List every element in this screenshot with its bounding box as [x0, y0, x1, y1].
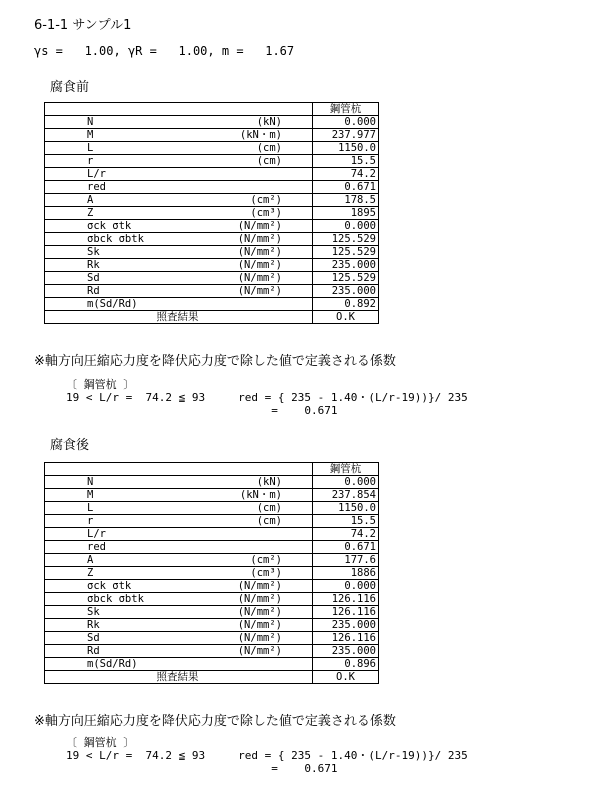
- row-name: σck σtk: [45, 580, 155, 593]
- factor-m: m = 1.67: [221, 44, 295, 58]
- row-name: L/r: [45, 528, 155, 541]
- row-value: 125.529: [313, 272, 379, 285]
- table-row: [45, 489, 379, 502]
- header-blank-cell: [155, 103, 313, 116]
- row-name: Rd: [45, 645, 155, 658]
- row-value: 0.896: [313, 658, 379, 671]
- table-row: [45, 619, 379, 632]
- row-name: Rk: [45, 619, 155, 632]
- table-row: [45, 155, 379, 168]
- row-unit: (cm²): [155, 554, 313, 567]
- table-row: [45, 259, 379, 272]
- factor-gamma-r: γR = 1.00,: [127, 44, 215, 58]
- row-unit: (cm³): [155, 207, 313, 220]
- row-value: 1886: [313, 567, 379, 580]
- row-unit: (N/mm²): [155, 233, 313, 246]
- table-row: [45, 168, 379, 181]
- row-unit: (N/mm²): [155, 580, 313, 593]
- row-name: Sk: [45, 246, 155, 259]
- section-heading: 6-1-1 サンプル1: [34, 18, 132, 33]
- calc-title: 〔 鋼管杭 〕: [66, 378, 135, 391]
- row-value: 126.116: [313, 593, 379, 606]
- table-row: [45, 233, 379, 246]
- calc-line: = 0.671: [66, 762, 338, 775]
- case-label-before: 腐食前: [50, 80, 90, 95]
- table-row: [45, 593, 379, 606]
- row-value: 0.000: [313, 476, 379, 489]
- verdict-label: 照査結果: [45, 671, 313, 684]
- row-unit: [155, 181, 313, 194]
- table-row: [45, 515, 379, 528]
- table-row: [45, 298, 379, 311]
- row-unit: (N/mm²): [155, 246, 313, 259]
- calc-line: 19 < L/r = 74.2 ≦ 93 red = { 235 - 1.40・(L/r-19))}/ 235: [66, 749, 468, 762]
- table-row: [45, 580, 379, 593]
- row-name: M: [45, 489, 155, 502]
- row-value: 15.5: [313, 155, 379, 168]
- header-blank-cell: [155, 463, 313, 476]
- row-value: 0.000: [313, 116, 379, 129]
- row-value: 125.529: [313, 233, 379, 246]
- row-unit: (N/mm²): [155, 645, 313, 658]
- table-row: [45, 632, 379, 645]
- row-name: Z: [45, 207, 155, 220]
- result-table-before: [44, 102, 379, 324]
- table-row: [45, 567, 379, 580]
- row-name: Sd: [45, 632, 155, 645]
- row-unit: [155, 541, 313, 554]
- factor-gamma-s: γs = 1.00,: [34, 44, 121, 58]
- row-unit: (N/mm²): [155, 619, 313, 632]
- row-unit: (cm): [155, 515, 313, 528]
- header-blank-cell: [45, 463, 155, 476]
- row-unit: (cm): [155, 502, 313, 515]
- table-row: [45, 645, 379, 658]
- table-row: [45, 194, 379, 207]
- row-value: 235.000: [313, 285, 379, 298]
- row-value: 0.000: [313, 220, 379, 233]
- table-row: [45, 220, 379, 233]
- table-row: [45, 207, 379, 220]
- column-header: 鋼管杭: [313, 463, 379, 476]
- table-row: [45, 528, 379, 541]
- row-value: 125.529: [313, 246, 379, 259]
- row-unit: (kN): [155, 476, 313, 489]
- row-unit: (kN・m): [155, 129, 313, 142]
- row-value: 126.116: [313, 632, 379, 645]
- row-value: 235.000: [313, 259, 379, 272]
- table-row: [45, 246, 379, 259]
- row-name: N: [45, 476, 155, 489]
- case-label-after: 腐食後: [50, 438, 90, 453]
- row-value: 178.5: [313, 194, 379, 207]
- verdict-label: 照査結果: [45, 311, 313, 324]
- table-body: [45, 463, 379, 684]
- table-row: [45, 554, 379, 567]
- table-header-row: [45, 463, 379, 476]
- row-name: σbck σbtk: [45, 233, 155, 246]
- row-value: 126.116: [313, 606, 379, 619]
- row-value: 0.000: [313, 580, 379, 593]
- row-value: 74.2: [313, 528, 379, 541]
- table-header-row: [45, 103, 379, 116]
- calc-line: 19 < L/r = 74.2 ≦ 93 red = { 235 - 1.40・(L/r-19))}/ 235: [66, 391, 468, 404]
- table-row: [45, 116, 379, 129]
- table-row: [45, 181, 379, 194]
- safety-factors: [34, 44, 294, 58]
- row-name: M: [45, 129, 155, 142]
- row-name: r: [45, 515, 155, 528]
- row-unit: [155, 168, 313, 181]
- row-name: σbck σbtk: [45, 593, 155, 606]
- row-unit: (N/mm²): [155, 272, 313, 285]
- row-unit: [155, 528, 313, 541]
- row-name: A: [45, 554, 155, 567]
- row-value: 15.5: [313, 515, 379, 528]
- verdict-row: [45, 311, 379, 324]
- row-unit: (N/mm²): [155, 632, 313, 645]
- calc-line: = 0.671: [66, 404, 338, 417]
- row-name: σck σtk: [45, 220, 155, 233]
- row-name: r: [45, 155, 155, 168]
- row-unit: (cm): [155, 142, 313, 155]
- calc-title: 〔 鋼管杭 〕: [66, 736, 135, 749]
- row-name: L/r: [45, 168, 155, 181]
- row-name: Rd: [45, 285, 155, 298]
- verdict-value: O.K: [313, 671, 379, 684]
- row-unit: (cm): [155, 155, 313, 168]
- row-name: m(Sd/Rd): [45, 658, 155, 671]
- row-unit: [155, 298, 313, 311]
- row-value: 1895: [313, 207, 379, 220]
- row-unit: (N/mm²): [155, 259, 313, 272]
- table-row: [45, 142, 379, 155]
- row-unit: (kN): [155, 116, 313, 129]
- row-unit: (kN・m): [155, 489, 313, 502]
- table-row: [45, 129, 379, 142]
- row-unit: (cm³): [155, 567, 313, 580]
- row-value: 237.854: [313, 489, 379, 502]
- row-unit: [155, 658, 313, 671]
- row-value: 0.671: [313, 181, 379, 194]
- verdict-value: O.K: [313, 311, 379, 324]
- row-unit: (N/mm²): [155, 606, 313, 619]
- row-unit: (cm²): [155, 194, 313, 207]
- note-after: ※軸方向圧縮応力度を降伏応力度で除した値で定義される係数: [34, 714, 396, 729]
- row-value: 235.000: [313, 619, 379, 632]
- verdict-row: [45, 671, 379, 684]
- row-value: 74.2: [313, 168, 379, 181]
- row-name: A: [45, 194, 155, 207]
- row-unit: (N/mm²): [155, 220, 313, 233]
- column-header: 鋼管杭: [313, 103, 379, 116]
- row-name: m(Sd/Rd): [45, 298, 155, 311]
- table-row: [45, 502, 379, 515]
- row-unit: (N/mm²): [155, 285, 313, 298]
- row-name: Sd: [45, 272, 155, 285]
- row-name: Sk: [45, 606, 155, 619]
- row-value: 177.6: [313, 554, 379, 567]
- row-value: 0.892: [313, 298, 379, 311]
- note-before: ※軸方向圧縮応力度を降伏応力度で除した値で定義される係数: [34, 354, 396, 369]
- row-name: red: [45, 541, 155, 554]
- table-row: [45, 476, 379, 489]
- row-value: 1150.0: [313, 142, 379, 155]
- row-name: Rk: [45, 259, 155, 272]
- table-body: [45, 103, 379, 324]
- row-value: 0.671: [313, 541, 379, 554]
- row-name: L: [45, 142, 155, 155]
- row-unit: (N/mm²): [155, 593, 313, 606]
- table-row: [45, 272, 379, 285]
- row-name: N: [45, 116, 155, 129]
- row-value: 237.977: [313, 129, 379, 142]
- table-row: [45, 658, 379, 671]
- table-row: [45, 285, 379, 298]
- row-name: L: [45, 502, 155, 515]
- row-name: red: [45, 181, 155, 194]
- header-blank-cell: [45, 103, 155, 116]
- result-table-after: [44, 462, 379, 684]
- row-value: 1150.0: [313, 502, 379, 515]
- row-name: Z: [45, 567, 155, 580]
- table-row: [45, 606, 379, 619]
- table-row: [45, 541, 379, 554]
- calc-block-before: [66, 378, 468, 417]
- calc-block-after: [66, 736, 468, 775]
- row-value: 235.000: [313, 645, 379, 658]
